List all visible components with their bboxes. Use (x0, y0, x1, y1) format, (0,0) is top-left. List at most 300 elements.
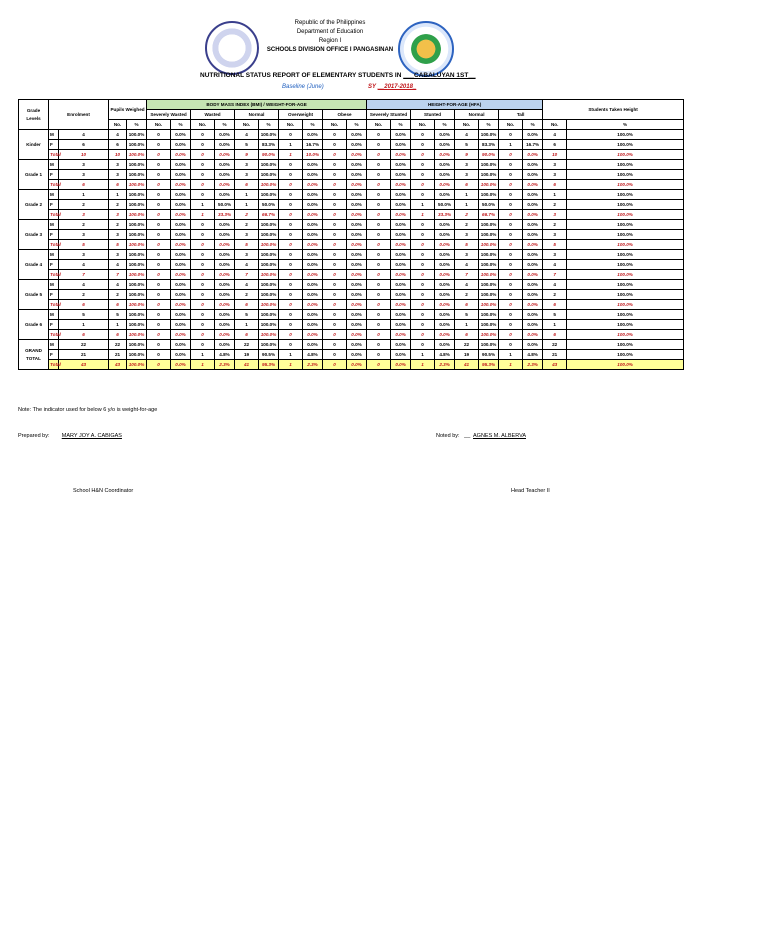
table-cell: 0.0% (347, 240, 367, 250)
noted-by: Noted by: __ AGNES M. ALBERVA (436, 433, 526, 439)
table-cell: 0 (323, 250, 347, 260)
table-cell: 1 (455, 320, 479, 330)
table-cell: 3 (235, 250, 259, 260)
table-cell: 3 (235, 230, 259, 240)
table-cell: 100.0% (259, 220, 279, 230)
bmi-header: BODY MASS INDEX (BMI) / WEIGHT-FOR-AGE (147, 100, 367, 110)
table-cell: 21 (109, 350, 127, 360)
table-row (19, 170, 684, 180)
hfa-category-header: Tall (499, 110, 543, 120)
table-cell: 0 (367, 220, 391, 230)
table-cell: 5 (543, 240, 567, 250)
table-cell: 0 (191, 180, 215, 190)
table-cell: 0 (499, 300, 523, 310)
table-cell: 0.0% (171, 170, 191, 180)
table-cell: 0 (323, 290, 347, 300)
table-cell: 3 (59, 210, 109, 220)
school-year (368, 84, 416, 90)
table-cell: 0 (191, 320, 215, 330)
table-cell: 1 (191, 350, 215, 360)
table-cell: 0.0% (523, 190, 543, 200)
table-cell: 2 (455, 290, 479, 300)
table-row (19, 320, 684, 330)
table-cell: 0 (499, 170, 523, 180)
table-cell: 0 (367, 160, 391, 170)
table-cell: 100.0% (127, 340, 147, 350)
table-cell: 0.0% (435, 140, 455, 150)
table-cell: 0.0% (347, 320, 367, 330)
table-cell: 6 (235, 330, 259, 340)
table-cell: 100.0% (127, 140, 147, 150)
table-cell: 10 (59, 150, 109, 160)
table-cell: 41 (235, 360, 259, 370)
table-cell: 100.0% (479, 300, 499, 310)
table-cell: 0 (191, 130, 215, 140)
table-cell: 3 (109, 160, 127, 170)
table-cell: 4.8% (215, 350, 235, 360)
table-cell: 2.3% (215, 360, 235, 370)
table-cell: 4.8% (435, 350, 455, 360)
sex-label: Total (49, 270, 59, 280)
percent-subheader: % (567, 120, 684, 130)
table-cell: 0.0% (347, 250, 367, 260)
header-republic: Republic of the Philippines (294, 20, 366, 26)
table-cell: 100.0% (259, 290, 279, 300)
table-cell: 100.0% (479, 290, 499, 300)
table-cell: 0.0% (523, 250, 543, 260)
table-cell: 6 (109, 330, 127, 340)
table-cell: 0.0% (435, 310, 455, 320)
table-cell: 0.0% (523, 320, 543, 330)
table-cell: 0 (411, 150, 435, 160)
table-cell: 0 (147, 280, 171, 290)
table-cell: 5 (109, 240, 127, 250)
table-cell: 100.0% (259, 180, 279, 190)
table-cell: 100.0% (259, 190, 279, 200)
table-cell: 1 (109, 320, 127, 330)
grade-label: Grade 5 (19, 280, 49, 310)
table-cell: 0 (279, 230, 303, 240)
bmi-category-header: Wasted (191, 110, 235, 120)
table-cell: 0 (499, 310, 523, 320)
table-cell: 0.0% (523, 280, 543, 290)
table-cell: 0 (411, 260, 435, 270)
table-cell: 100.0% (567, 310, 684, 320)
table-cell: 0.0% (303, 330, 323, 340)
table-cell: 100.0% (259, 270, 279, 280)
table-cell: 0 (147, 320, 171, 330)
table-cell: 0 (323, 240, 347, 250)
table-cell: 100.0% (479, 310, 499, 320)
table-cell: 0.0% (171, 140, 191, 150)
table-row (19, 280, 684, 290)
table-cell: 0.0% (303, 200, 323, 210)
table-cell: 0.0% (215, 230, 235, 240)
table-cell: 4 (455, 130, 479, 140)
table-cell: 6 (59, 300, 109, 310)
sex-label: F (49, 230, 59, 240)
table-cell: 0.0% (215, 340, 235, 350)
table-cell: 2.3% (303, 360, 323, 370)
percent-subheader: % (171, 120, 191, 130)
table-cell: 0.0% (215, 240, 235, 250)
table-cell: 4 (235, 260, 259, 270)
table-cell: 3 (109, 230, 127, 240)
table-cell: 100.0% (567, 280, 684, 290)
table-cell: 0 (367, 210, 391, 220)
table-cell: 1 (543, 320, 567, 330)
table-cell: 0.0% (303, 130, 323, 140)
table-cell: 2 (455, 210, 479, 220)
table-cell: 6 (109, 300, 127, 310)
table-cell: 0 (411, 280, 435, 290)
table-cell: 0 (367, 190, 391, 200)
table-cell: 0.0% (171, 220, 191, 230)
table-cell: 6 (543, 330, 567, 340)
table-cell: 100.0% (259, 170, 279, 180)
table-cell: 0 (147, 150, 171, 160)
sy-value: __2017-2018_ (377, 84, 417, 90)
table-cell: 21 (543, 350, 567, 360)
table-cell: 1 (411, 210, 435, 220)
table-cell: 0 (279, 340, 303, 350)
sex-label: M (49, 190, 59, 200)
table-cell: 100.0% (127, 210, 147, 220)
table-cell: 0 (279, 310, 303, 320)
table-row (19, 240, 684, 250)
table-cell: 3 (59, 170, 109, 180)
table-cell: 0 (279, 280, 303, 290)
table-cell: 22 (59, 340, 109, 350)
table-cell: 0 (367, 280, 391, 290)
table-cell: 1 (499, 360, 523, 370)
table-cell: 0 (147, 230, 171, 240)
sex-label: Total (49, 360, 59, 370)
table-cell: 1 (191, 360, 215, 370)
table-cell: 0 (279, 210, 303, 220)
sex-label: Total (49, 300, 59, 310)
sex-label: F (49, 350, 59, 360)
table-cell: 100.0% (259, 260, 279, 270)
table-cell: 100.0% (479, 180, 499, 190)
table-cell: 4.8% (523, 350, 543, 360)
table-cell: 1 (235, 190, 259, 200)
table-cell: 3 (59, 230, 109, 240)
hfa-category-header: Severely Stunted (367, 110, 411, 120)
table-cell: 0 (147, 360, 171, 370)
no-subheader: No. (191, 120, 215, 130)
percent-subheader: % (479, 120, 499, 130)
sex-label: F (49, 140, 59, 150)
table-cell: 0 (367, 270, 391, 280)
table-cell: 0 (411, 170, 435, 180)
grade-label: Grade 1 (19, 160, 49, 190)
table-cell: 0.0% (523, 310, 543, 320)
table-cell: 6 (235, 300, 259, 310)
table-cell: 3 (543, 250, 567, 260)
table-cell: 100.0% (127, 130, 147, 140)
table-cell: 100.0% (567, 330, 684, 340)
percent-subheader: % (303, 120, 323, 130)
table-cell: 0.0% (215, 130, 235, 140)
table-cell: 43 (543, 360, 567, 370)
sex-label: M (49, 340, 59, 350)
sex-label: M (49, 160, 59, 170)
header-region: Region I (318, 38, 342, 44)
table-cell: 100.0% (259, 160, 279, 170)
table-cell: 0.0% (303, 250, 323, 260)
table-cell: 0 (411, 330, 435, 340)
table-cell: 0 (411, 220, 435, 230)
table-row (19, 190, 684, 200)
table-cell: 2 (543, 220, 567, 230)
no-subheader: No. (279, 120, 303, 130)
table-cell: 1 (235, 200, 259, 210)
table-cell: 5 (235, 310, 259, 320)
table-cell: 6 (109, 180, 127, 190)
table-cell: 0 (147, 170, 171, 180)
table-row (19, 160, 684, 170)
hfa-category-header: Stunted (411, 110, 455, 120)
table-cell: 0.0% (523, 340, 543, 350)
percent-subheader: % (127, 120, 147, 130)
table-cell: 100.0% (567, 240, 684, 250)
table-cell: 0.0% (347, 220, 367, 230)
table-cell: 0 (411, 310, 435, 320)
table-cell: 0.0% (171, 320, 191, 330)
table-cell: 0 (499, 190, 523, 200)
table-cell: 0 (147, 160, 171, 170)
table-cell: 0.0% (435, 240, 455, 250)
table-cell: 1 (543, 190, 567, 200)
table-cell: 0 (147, 310, 171, 320)
table-cell: 0 (191, 270, 215, 280)
table-cell: 4 (109, 280, 127, 290)
table-cell: 0.0% (215, 270, 235, 280)
table-cell: 0 (279, 290, 303, 300)
table-cell: 0 (367, 300, 391, 310)
table-row (19, 330, 684, 340)
table-cell: 100.0% (479, 220, 499, 230)
table-cell: 0 (323, 280, 347, 290)
table-cell: 0 (279, 320, 303, 330)
header-division: SCHOOLS DIVISION OFFICE I PANGASINAN (266, 47, 394, 53)
table-cell: 3 (543, 170, 567, 180)
table-cell: 43 (59, 360, 109, 370)
table-cell: 1 (411, 350, 435, 360)
table-cell: 0.0% (347, 290, 367, 300)
table-cell: 0 (367, 360, 391, 370)
table-cell: 0.0% (171, 250, 191, 260)
table-cell: 100.0% (127, 360, 147, 370)
table-cell: 43 (109, 360, 127, 370)
table-cell: 0.0% (303, 300, 323, 310)
table-cell: 0.0% (303, 310, 323, 320)
table-cell: 0.0% (435, 290, 455, 300)
table-cell: 0.0% (435, 220, 455, 230)
table-cell: 100.0% (259, 280, 279, 290)
table-row (19, 350, 684, 360)
table-cell: 0 (191, 160, 215, 170)
table-cell: 0.0% (435, 300, 455, 310)
table-cell: 0 (147, 350, 171, 360)
table-cell: 100.0% (127, 190, 147, 200)
table-cell: 95.3% (479, 360, 499, 370)
table-cell: 0 (147, 210, 171, 220)
table-cell: 0 (191, 140, 215, 150)
sex-label: M (49, 130, 59, 140)
table-cell: 0.0% (523, 270, 543, 280)
table-cell: 0 (499, 320, 523, 330)
table-cell: 0.0% (347, 180, 367, 190)
table-cell: 0.0% (215, 190, 235, 200)
table-cell: 6 (543, 300, 567, 310)
table-cell: 0.0% (303, 240, 323, 250)
table-cell: 0.0% (523, 290, 543, 300)
table-cell: 0.0% (391, 310, 411, 320)
table-cell: 3 (109, 170, 127, 180)
table-cell: 0.0% (303, 160, 323, 170)
table-row (19, 300, 684, 310)
table-cell: 3 (109, 250, 127, 260)
table-row (19, 290, 684, 300)
table-cell: 0 (191, 220, 215, 230)
table-cell: 0.0% (391, 330, 411, 340)
table-cell: 0.0% (215, 320, 235, 330)
table-cell: 33.3% (215, 210, 235, 220)
table-cell: 0 (279, 300, 303, 310)
table-cell: 100.0% (259, 240, 279, 250)
table-cell: 5 (455, 310, 479, 320)
table-cell: 3 (235, 160, 259, 170)
table-cell: 2.3% (435, 360, 455, 370)
table-cell: 6 (455, 300, 479, 310)
table-cell: 16.7% (303, 140, 323, 150)
table-cell: 4 (455, 280, 479, 290)
table-cell: 6 (455, 180, 479, 190)
table-cell: 0 (367, 320, 391, 330)
table-cell: 2 (543, 200, 567, 210)
table-cell: 10 (543, 150, 567, 160)
table-cell: 100.0% (259, 250, 279, 260)
table-cell: 16.7% (523, 140, 543, 150)
grade-label: Grade 4 (19, 250, 49, 280)
table-cell: 0 (499, 150, 523, 160)
table-row (19, 210, 684, 220)
table-cell: 0.0% (215, 280, 235, 290)
table-cell: 0 (367, 340, 391, 350)
hfa-header: HEIGHT-FOR-AGE (HFA) (367, 100, 543, 110)
table-cell: 0.0% (303, 170, 323, 180)
table-cell: 3 (235, 170, 259, 180)
table-cell: 0 (191, 340, 215, 350)
col-enrolment: Enrolment (49, 100, 109, 130)
table-cell: 0.0% (523, 330, 543, 340)
table-cell: 0.0% (523, 160, 543, 170)
table-cell: 0.0% (435, 340, 455, 350)
table-cell: 2 (59, 290, 109, 300)
table-cell: 0.0% (391, 200, 411, 210)
table-cell: 0 (367, 350, 391, 360)
table-cell: 0 (367, 130, 391, 140)
table-cell: 100.0% (567, 170, 684, 180)
table-cell: 100.0% (259, 130, 279, 140)
table-cell: 22 (109, 340, 127, 350)
table-cell: 100.0% (127, 250, 147, 260)
table-cell: 100.0% (479, 160, 499, 170)
table-cell: 0.0% (523, 300, 543, 310)
table-cell: 1 (59, 320, 109, 330)
table-cell: 7 (235, 270, 259, 280)
sex-label: Total (49, 180, 59, 190)
table-cell: 1 (191, 200, 215, 210)
no-subheader: No. (109, 120, 127, 130)
table-cell: 0 (323, 130, 347, 140)
table-cell: 0 (323, 210, 347, 220)
table-cell: 100.0% (567, 230, 684, 240)
table-cell: 100.0% (127, 170, 147, 180)
percent-subheader: % (391, 120, 411, 130)
table-cell: 0 (323, 310, 347, 320)
table-cell: 0.0% (523, 230, 543, 240)
sex-label: F (49, 290, 59, 300)
table-cell: 100.0% (567, 320, 684, 330)
table-cell: 2 (59, 200, 109, 210)
percent-subheader: % (347, 120, 367, 130)
table-cell: 0.0% (391, 220, 411, 230)
table-cell: 100.0% (479, 190, 499, 200)
table-cell: 50.0% (215, 200, 235, 210)
table-cell: 0 (411, 340, 435, 350)
table-row (19, 250, 684, 260)
sex-label: Total (49, 150, 59, 160)
table-cell: 100.0% (127, 350, 147, 360)
table-cell: 100.0% (479, 250, 499, 260)
table-cell: 0.0% (303, 260, 323, 270)
table-cell: 2.3% (523, 360, 543, 370)
school-name: ___CABALUYAN 1ST__ (403, 72, 476, 79)
table-cell: 0.0% (215, 180, 235, 190)
grade-label: Grade 3 (19, 220, 49, 250)
table-cell: 100.0% (567, 200, 684, 210)
table-cell: 50.0% (435, 200, 455, 210)
table-cell: 66.7% (259, 210, 279, 220)
table-cell: 0 (147, 330, 171, 340)
table-cell: 3 (455, 250, 479, 260)
table-cell: 0.0% (171, 180, 191, 190)
table-cell: 22 (455, 340, 479, 350)
table-cell: 100.0% (127, 300, 147, 310)
table-cell: 0 (323, 300, 347, 310)
table-cell: 0 (323, 340, 347, 350)
table-cell: 0.0% (215, 300, 235, 310)
table-cell: 0.0% (303, 340, 323, 350)
table-cell: 0.0% (215, 290, 235, 300)
table-cell: 0.0% (171, 200, 191, 210)
sex-label: F (49, 200, 59, 210)
nutritional-status-table (18, 99, 684, 370)
table-cell: 4 (543, 260, 567, 270)
table-cell: 0.0% (347, 350, 367, 360)
table-cell: 0.0% (347, 160, 367, 170)
table-cell: 0 (191, 260, 215, 270)
title-prefix: NUTRITIONAL STATUS REPORT OF ELEMENTARY STUDENTS IN (200, 72, 402, 79)
table-cell: 0.0% (171, 270, 191, 280)
table-cell: 0.0% (391, 290, 411, 300)
table-cell: 0 (147, 260, 171, 270)
table-cell: 0 (499, 290, 523, 300)
table-cell: 6 (59, 330, 109, 340)
